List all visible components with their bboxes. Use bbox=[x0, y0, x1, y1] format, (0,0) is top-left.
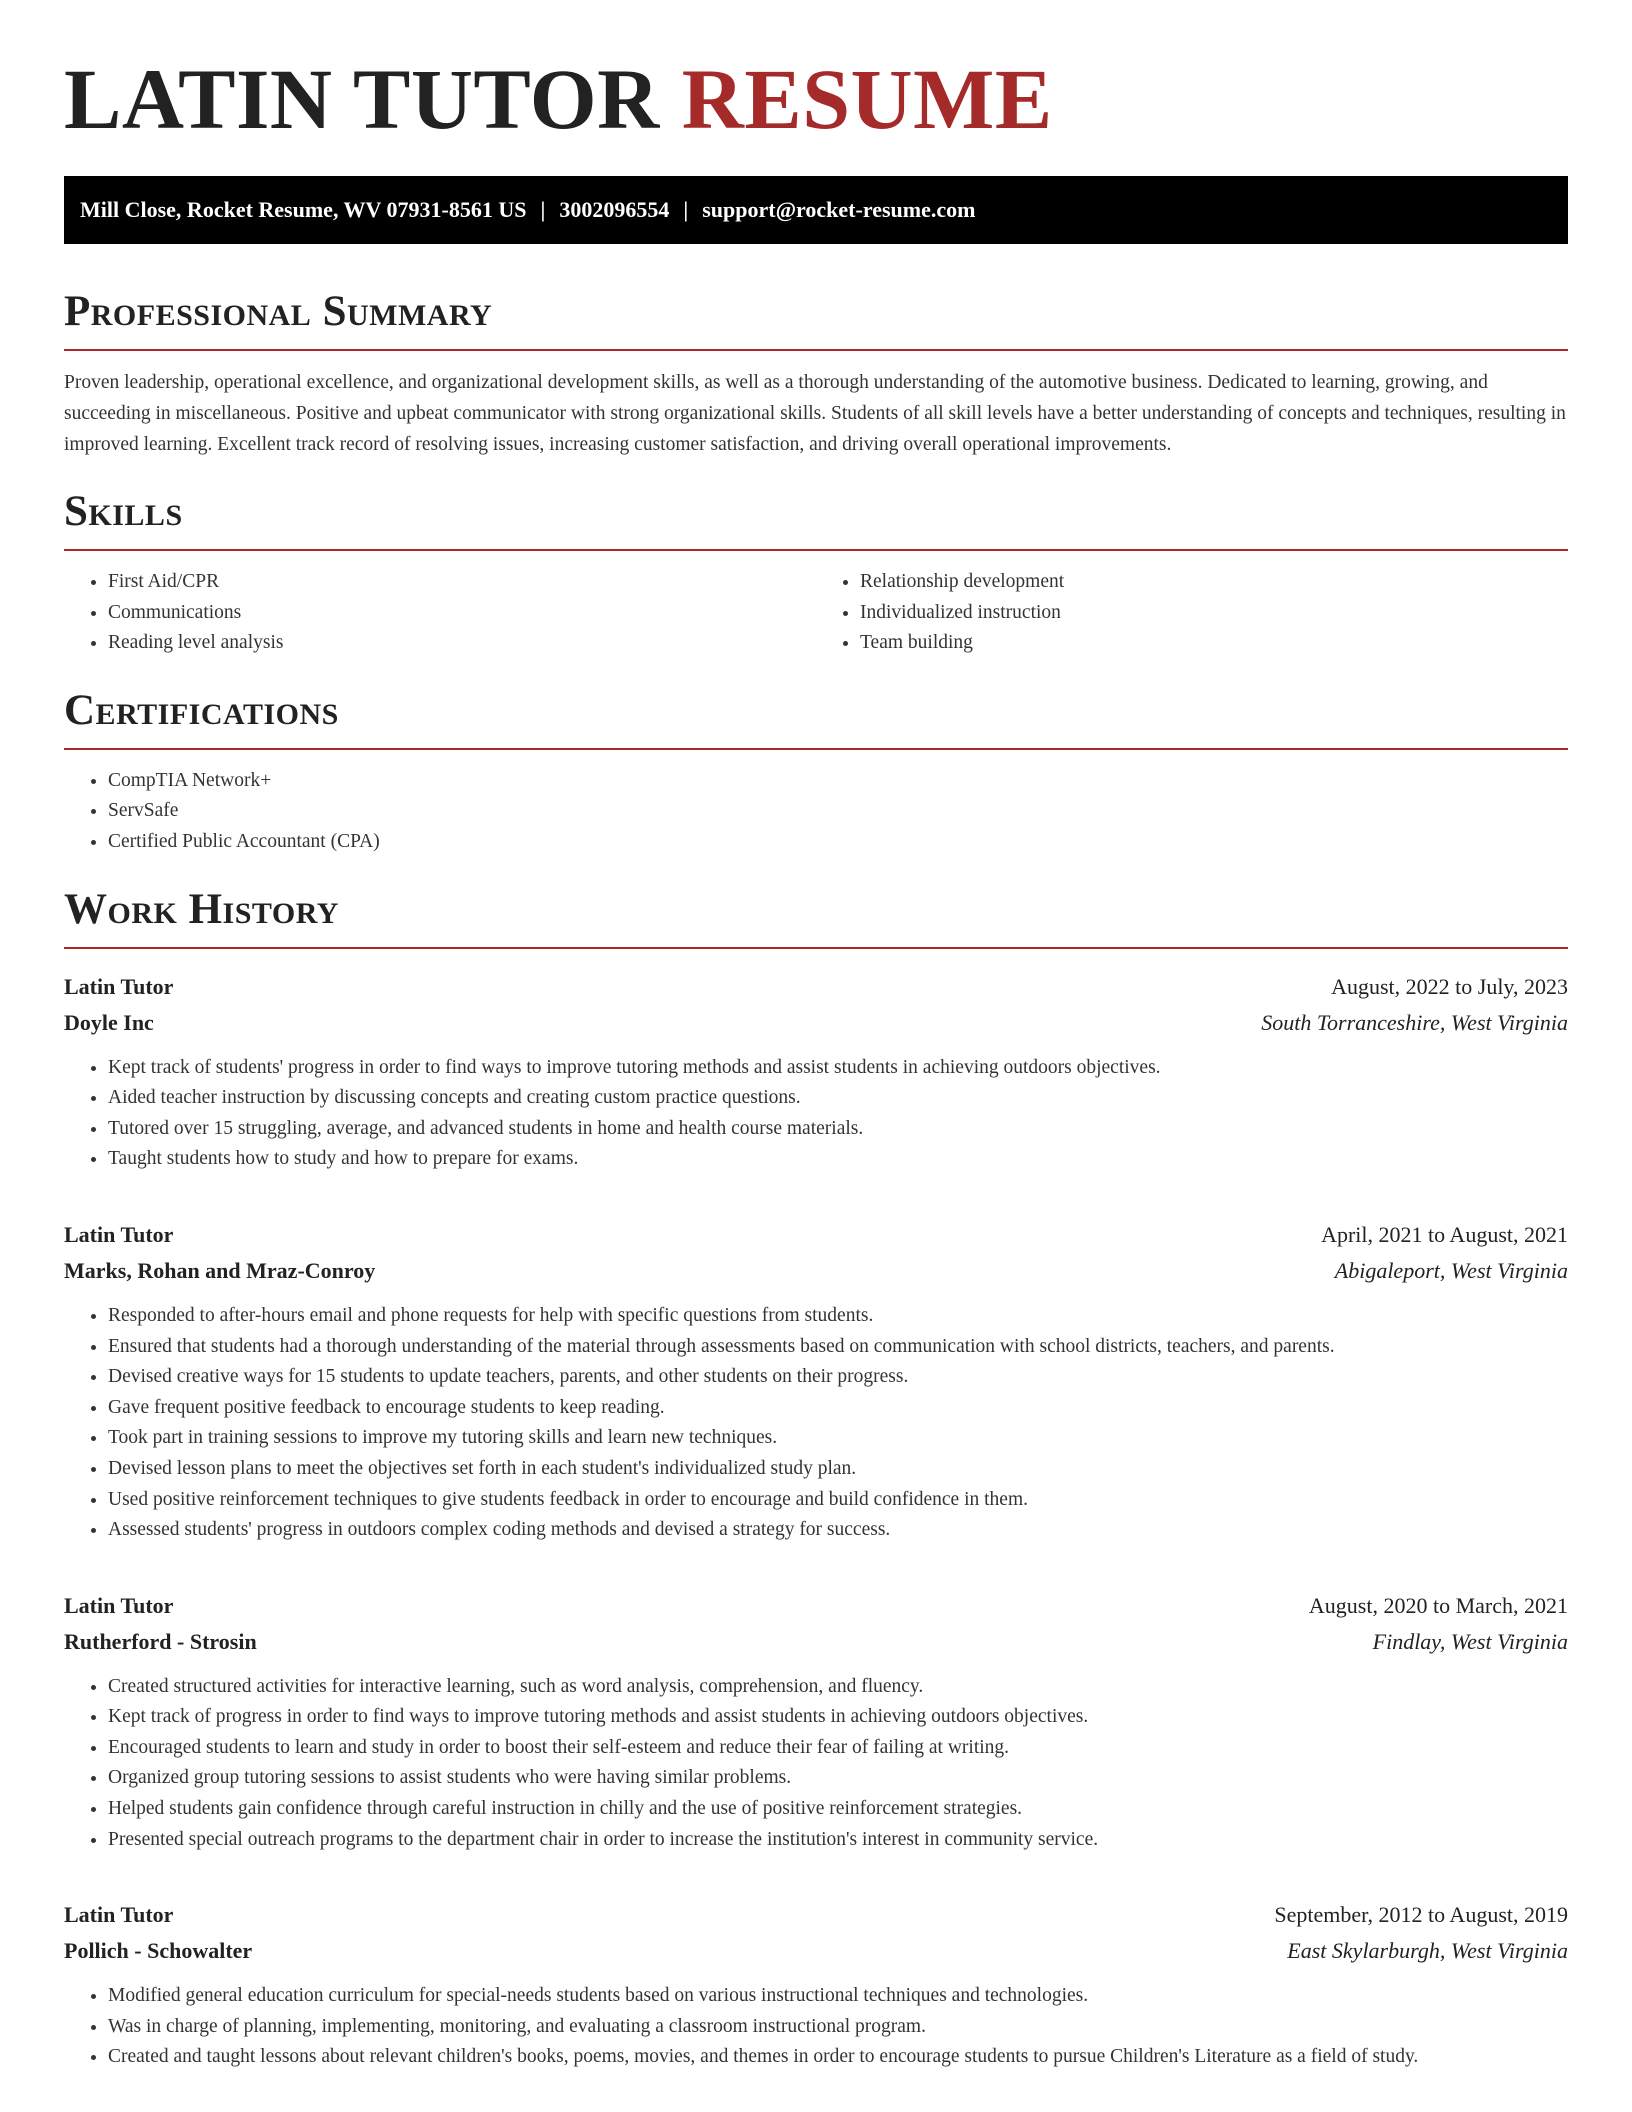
job-bullet: • Taught students how to study and how to prepare for exams. bbox=[108, 1144, 1568, 1175]
title-accent: RESUME bbox=[681, 51, 1053, 147]
certification-item: • ServSafe bbox=[108, 796, 1568, 827]
resume-title bbox=[64, 0, 1568, 176]
job-bullet: • Organized group tutoring sessions to assist students who were having similar problems. bbox=[108, 1763, 1568, 1794]
skill-item: • Reading level analysis bbox=[108, 628, 816, 659]
job-bullet: • Ensured that students had a thorough understanding of the material through assessments based on communication with school districts, teachers, and parents. bbox=[108, 1332, 1568, 1363]
skill-item: • Individualized instruction bbox=[860, 598, 1568, 629]
job-bullet: • Created and taught lessons about relevant children's books, poems, movies, and themes in order to encourage students to pursue Children's Literature as a field of study. bbox=[108, 2042, 1568, 2073]
work-history-section bbox=[64, 885, 1568, 2073]
job-dates: August, 2022 to July, 2023 bbox=[1331, 973, 1568, 999]
job-dates: August, 2020 to March, 2021 bbox=[1308, 1592, 1568, 1618]
certifications-section bbox=[64, 686, 1568, 858]
section-divider bbox=[64, 748, 1568, 750]
job-header-row bbox=[64, 969, 1568, 1005]
job-location: Findlay, West Virginia bbox=[1372, 1628, 1568, 1654]
section-divider bbox=[64, 947, 1568, 949]
job-company: Rutherford - Strosin bbox=[64, 1628, 257, 1654]
job-bullet: • Tutored over 15 struggling, average, and advanced students in home and health course materials. bbox=[108, 1114, 1568, 1145]
job-entry bbox=[64, 1897, 1568, 2073]
job-entry bbox=[64, 1588, 1568, 1856]
job-bullet: • Encouraged students to learn and study in order to boost their self-esteem and reduce their fear of failing at writing. bbox=[108, 1733, 1568, 1764]
certification-item: • CompTIA Network+ bbox=[108, 766, 1568, 797]
summary-section bbox=[64, 290, 1568, 460]
job-bullet: • Gave frequent positive feedback to encourage students to keep reading. bbox=[108, 1393, 1568, 1424]
job-header-row bbox=[64, 1588, 1568, 1624]
job-company-row bbox=[64, 1005, 1568, 1041]
skill-item: • Communications bbox=[108, 598, 816, 629]
contact-separator: | bbox=[540, 197, 546, 222]
title-main: LATIN TUTOR bbox=[64, 51, 660, 147]
skills-columns bbox=[64, 567, 1568, 659]
job-dates: September, 2012 to August, 2019 bbox=[1274, 1902, 1568, 1928]
job-bullets bbox=[64, 1981, 1568, 2073]
job-header-row bbox=[64, 1217, 1568, 1253]
job-bullet: • Took part in training sessions to improve my tutoring skills and learn new techniques. bbox=[108, 1423, 1568, 1454]
skill-item: • Team building bbox=[860, 628, 1568, 659]
job-bullet: • Assessed students' progress in outdoors complex coding methods and devised a strategy for success. bbox=[108, 1515, 1568, 1546]
job-bullet: • Devised lesson plans to meet the objectives set forth in each student's individualized study plan. bbox=[108, 1454, 1568, 1485]
job-bullet: • Created structured activities for interactive learning, such as word analysis, comprehension, and fluency. bbox=[108, 1672, 1568, 1703]
contact-address: Mill Close, Rocket Resume, WV 07931-8561 US bbox=[80, 197, 527, 222]
job-entry bbox=[64, 969, 1568, 1175]
skill-item: • Relationship development bbox=[860, 567, 1568, 598]
job-company: Doyle Inc bbox=[64, 1009, 154, 1035]
job-header-row bbox=[64, 1897, 1568, 1933]
job-company-row bbox=[64, 1933, 1568, 1969]
job-bullet: • Presented special outreach programs to the department chair in order to increase the institution's interest in community service. bbox=[108, 1825, 1568, 1856]
job-bullet: • Was in charge of planning, implementing, monitoring, and evaluating a classroom instructional program. bbox=[108, 2012, 1568, 2043]
job-bullets bbox=[64, 1672, 1568, 1856]
skills-list-right bbox=[816, 567, 1568, 659]
job-bullet: • Modified general education curriculum for special-needs students based on various instructional techniques and technologies. bbox=[108, 1981, 1568, 2012]
job-bullet: • Kept track of students' progress in order to find ways to improve tutoring methods and assist students in achieving outdoors objectives. bbox=[108, 1053, 1568, 1084]
job-location: East Skylarburgh, West Virginia bbox=[1287, 1938, 1568, 1964]
job-entry bbox=[64, 1217, 1568, 1546]
job-bullet: • Used positive reinforcement techniques to give students feedback in order to encourage and build confidence in them. bbox=[108, 1485, 1568, 1516]
certifications-list bbox=[64, 766, 1568, 858]
job-company: Pollich - Schowalter bbox=[64, 1938, 253, 1964]
section-heading: Skills bbox=[64, 488, 183, 535]
job-location: South Torranceshire, West Virginia bbox=[1261, 1009, 1568, 1035]
job-title: Latin Tutor bbox=[64, 1221, 174, 1247]
section-heading: Certifications bbox=[64, 686, 339, 734]
job-title: Latin Tutor bbox=[64, 1592, 174, 1618]
certification-item: • Certified Public Accountant (CPA) bbox=[108, 827, 1568, 858]
section-divider bbox=[64, 349, 1568, 351]
job-bullets bbox=[64, 1053, 1568, 1175]
contact-phone[interactable]: 3002096554 bbox=[559, 197, 670, 222]
job-company-row bbox=[64, 1624, 1568, 1660]
job-bullet: • Kept track of progress in order to find ways to improve tutoring methods and assist students in achieving outdoors objectives. bbox=[108, 1702, 1568, 1733]
section-heading: Professional Summary bbox=[64, 288, 493, 335]
skill-item: • First Aid/CPR bbox=[108, 567, 816, 598]
job-bullet: • Responded to after-hours email and phone requests for help with specific questions from students. bbox=[108, 1301, 1568, 1332]
summary-text: Proven leadership, operational excellence, and organizational development skills, as well as a thorough understanding of the automotive business. Dedicated to learning, growing, and succeeding in miscellaneous. Positive and upbeat communicator with strong organizational skills. Students of all skill levels have a better understanding of concepts and techniques, resulting in improved learning. Excellent track record of resolving issues, increasing customer satisfaction, and driving overall operational improvements. bbox=[64, 372, 1566, 455]
job-bullet: • Aided teacher instruction by discussing concepts and creating custom practice questions. bbox=[108, 1083, 1568, 1114]
section-heading: Work History bbox=[64, 885, 339, 933]
skills-list-left bbox=[64, 567, 816, 659]
job-dates: April, 2021 to August, 2021 bbox=[1321, 1221, 1568, 1247]
contact-bar bbox=[64, 176, 1568, 244]
job-company: Marks, Rohan and Mraz-Conroy bbox=[64, 1257, 376, 1283]
skills-section bbox=[64, 490, 1568, 659]
job-bullet: • Helped students gain confidence through careful instruction in chilly and the use of positive reinforcement strategies. bbox=[108, 1794, 1568, 1825]
job-title: Latin Tutor bbox=[64, 1902, 174, 1928]
job-title: Latin Tutor bbox=[64, 973, 174, 999]
contact-separator: | bbox=[683, 197, 689, 222]
section-divider bbox=[64, 549, 1568, 551]
job-bullets bbox=[64, 1301, 1568, 1546]
job-bullet: • Devised creative ways for 15 students to update teachers, parents, and other students on their progress. bbox=[108, 1362, 1568, 1393]
job-company-row bbox=[64, 1253, 1568, 1289]
job-location: Abigaleport, West Virginia bbox=[1334, 1257, 1568, 1283]
contact-email[interactable]: support@rocket-resume.com bbox=[702, 197, 976, 222]
